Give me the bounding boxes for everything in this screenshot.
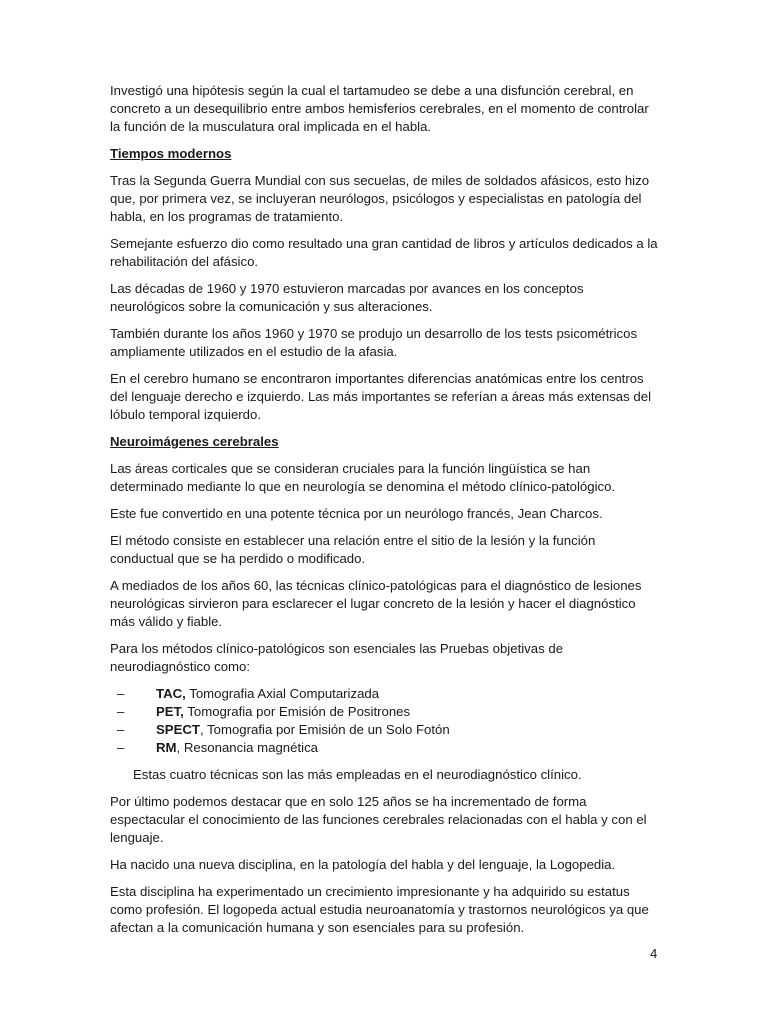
list-item-term: TAC,: [156, 686, 186, 701]
paragraph: A mediados de los años 60, las técnicas clínico-patológicas para el diagnóstico de lesiones neurológicas sirvieron para esclarecer el lugar concreto de la lesión y hacer el diagnóstico más válido y fiable.: [110, 578, 642, 629]
paragraph: Este fue convertido en una potente técnica por un neurólogo francés, Jean Charcos.: [110, 506, 603, 521]
list-item-desc: , Tomografia por Emisión de un Solo Fotón: [199, 722, 450, 737]
section-heading-tiempos-modernos: Tiempos modernos: [110, 146, 232, 161]
list-item: [110, 685, 662, 703]
paragraph: Esta disciplina ha experimentado un crecimiento impresionante y ha adquirido su estatus como profesión. El logopeda actual estudia neuroanatomía y trastornos neurológicos ya que afectan a la comunicación humana y son esenciales para su profesión.: [110, 884, 649, 935]
list-item-desc: Tomografia Axial Computarizada: [185, 686, 380, 701]
dash-bullet: –: [117, 722, 125, 737]
dash-bullet: –: [117, 740, 125, 755]
paragraph: Ha nacido una nueva disciplina, en la patología del habla y del lenguaje, la Logopedia.: [110, 857, 616, 872]
list-item-term: RM: [156, 740, 177, 755]
list-item: [110, 739, 662, 757]
list-item: [110, 721, 662, 739]
paragraph: Tras la Segunda Guerra Mundial con sus secuelas, de miles de soldados afásicos, esto hizo que, por primera vez, se incluyeran neurólogos, psicólogos y especialistas en patología del habla, en los programas de tratamiento.: [110, 173, 650, 224]
dash-bullet: –: [117, 704, 125, 719]
paragraph: Por último podemos destacar que en solo 125 años se ha incrementado de forma espectacular el conocimiento de las funciones cerebrales relacionadas con el habla y con el lenguaje.: [110, 794, 647, 845]
paragraph: Para los métodos clínico-patológicos son esenciales las Pruebas objetivas de neurodiagnóstico como:: [110, 641, 564, 674]
list-item-term: PET,: [156, 704, 184, 719]
list-item-desc: , Resonancia magnética: [176, 740, 318, 755]
paragraph-indented: Estas cuatro técnicas son las más empleadas en el neurodiagnóstico clínico.: [133, 767, 582, 782]
list-item: [110, 703, 662, 721]
document-body: [110, 82, 662, 946]
page-number: 4: [650, 946, 658, 961]
paragraph: También durante los años 1960 y 1970 se produjo un desarrollo de los tests psicométricos ampliamente utilizados en el estudio de la afasia.: [110, 326, 638, 359]
list-item-desc: Tomografia por Emisión de Positrones: [183, 704, 411, 719]
section-heading-neuroimagenes: Neuroimágenes cerebrales: [110, 434, 279, 449]
paragraph: En el cerebro humano se encontraron importantes diferencias anatómicas entre los centros del lenguaje derecho e izquierdo. Las más importantes se referían a áreas más extensas del lóbulo temporal izquierdo.: [110, 371, 651, 422]
paragraph: El método consiste en establecer una relación entre el sitio de la lesión y la función conductual que se ha perdido o modificado.: [110, 533, 596, 566]
paragraph: Semejante esfuerzo dio como resultado una gran cantidad de libros y artículos dedicados a la rehabilitación del afásico.: [110, 236, 658, 269]
paragraph: Las décadas de 1960 y 1970 estuvieron marcadas por avances en los conceptos neurológicos sobre la comunicación y sus alteraciones.: [110, 281, 584, 314]
paragraph: Las áreas corticales que se consideran cruciales para la función lingüística se han determinado mediante lo que en neurología se denomina el método clínico-patológico.: [110, 461, 616, 494]
technique-list: [110, 685, 662, 757]
paragraph: Investigó una hipótesis según la cual el tartamudeo se debe a una disfunción cerebral, en concreto a un desequilibrio entre ambos hemisferios cerebrales, en el momento de controlar la función de la musculatura oral implicada en el habla.: [110, 83, 649, 134]
list-item-term: SPECT: [156, 722, 200, 737]
dash-bullet: –: [117, 686, 125, 701]
